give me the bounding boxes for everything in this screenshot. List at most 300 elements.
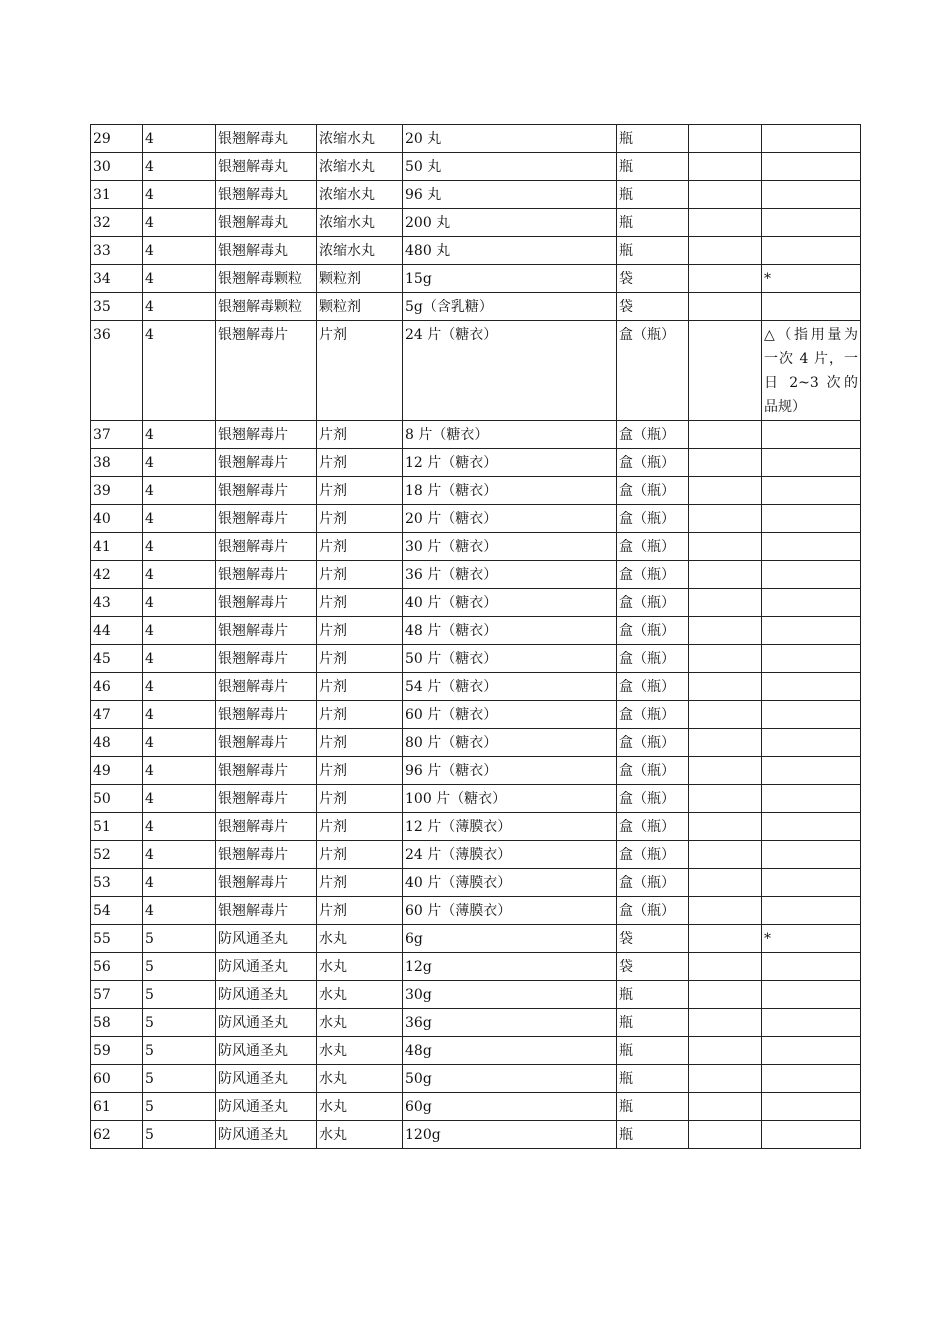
remark-cell [762, 505, 861, 533]
table-row [91, 925, 861, 953]
category-cell: 4 [143, 209, 216, 237]
row-number-cell: 34 [91, 265, 143, 293]
drug-name-cell: 防风通圣丸 [216, 953, 317, 981]
table-row [91, 1121, 861, 1149]
row-number-cell: 39 [91, 477, 143, 505]
specification-cell: 15g [403, 265, 617, 293]
drug-table [90, 124, 861, 1149]
specification-cell: 12g [403, 953, 617, 981]
row-number-cell: 52 [91, 841, 143, 869]
drug-name-cell: 银翘解毒丸 [216, 237, 317, 265]
category-cell: 4 [143, 757, 216, 785]
remark-cell [762, 533, 861, 561]
row-number-cell: 55 [91, 925, 143, 953]
remark-cell [762, 237, 861, 265]
category-cell: 5 [143, 1037, 216, 1065]
drug-name-cell: 银翘解毒片 [216, 897, 317, 925]
blank-cell [689, 617, 762, 645]
remark-cell [762, 953, 861, 981]
blank-cell [689, 265, 762, 293]
specification-cell: 36g [403, 1009, 617, 1037]
row-number-cell: 32 [91, 209, 143, 237]
specification-cell: 120g [403, 1121, 617, 1149]
dosage-form-cell: 片剂 [317, 813, 403, 841]
package-unit-cell: 瓶 [617, 209, 689, 237]
table-row [91, 533, 861, 561]
row-number-cell: 47 [91, 701, 143, 729]
row-number-cell: 37 [91, 421, 143, 449]
category-cell: 4 [143, 729, 216, 757]
remark-cell [762, 897, 861, 925]
dosage-form-cell: 浓缩水丸 [317, 125, 403, 153]
remark-cell [762, 561, 861, 589]
specification-cell: 12 片（薄膜衣） [403, 813, 617, 841]
row-number-cell: 54 [91, 897, 143, 925]
row-number-cell: 45 [91, 645, 143, 673]
package-unit-cell: 盒（瓶） [617, 505, 689, 533]
drug-name-cell: 防风通圣丸 [216, 1009, 317, 1037]
specification-cell: 60g [403, 1093, 617, 1121]
row-number-cell: 44 [91, 617, 143, 645]
package-unit-cell: 瓶 [617, 1093, 689, 1121]
row-number-cell: 43 [91, 589, 143, 617]
dosage-form-cell: 水丸 [317, 981, 403, 1009]
blank-cell [689, 953, 762, 981]
category-cell: 4 [143, 701, 216, 729]
row-number-cell: 29 [91, 125, 143, 153]
row-number-cell: 48 [91, 729, 143, 757]
table-row [91, 1037, 861, 1065]
drug-name-cell: 防风通圣丸 [216, 981, 317, 1009]
table-row [91, 125, 861, 153]
category-cell: 5 [143, 1093, 216, 1121]
drug-name-cell: 银翘解毒片 [216, 645, 317, 673]
category-cell: 4 [143, 589, 216, 617]
table-row [91, 757, 861, 785]
specification-cell: 480 丸 [403, 237, 617, 265]
row-number-cell: 56 [91, 953, 143, 981]
dosage-form-cell: 浓缩水丸 [317, 209, 403, 237]
dosage-form-cell: 片剂 [317, 421, 403, 449]
drug-name-cell: 银翘解毒片 [216, 421, 317, 449]
blank-cell [689, 813, 762, 841]
table-row [91, 617, 861, 645]
blank-cell [689, 869, 762, 897]
specification-cell: 30g [403, 981, 617, 1009]
package-unit-cell: 袋 [617, 293, 689, 321]
package-unit-cell: 盒（瓶） [617, 477, 689, 505]
drug-name-cell: 银翘解毒片 [216, 729, 317, 757]
blank-cell [689, 1037, 762, 1065]
package-unit-cell: 盒（瓶） [617, 561, 689, 589]
remark-cell: * [762, 925, 861, 953]
blank-cell [689, 897, 762, 925]
package-unit-cell: 盒（瓶） [617, 645, 689, 673]
row-number-cell: 50 [91, 785, 143, 813]
package-unit-cell: 盒（瓶） [617, 449, 689, 477]
drug-name-cell: 防风通圣丸 [216, 1121, 317, 1149]
dosage-form-cell: 片剂 [317, 869, 403, 897]
category-cell: 4 [143, 265, 216, 293]
category-cell: 4 [143, 477, 216, 505]
category-cell: 4 [143, 237, 216, 265]
table-row [91, 293, 861, 321]
drug-name-cell: 银翘解毒丸 [216, 153, 317, 181]
remark-cell [762, 1037, 861, 1065]
table-row [91, 589, 861, 617]
dosage-form-cell: 片剂 [317, 757, 403, 785]
remark-cell [762, 477, 861, 505]
remark-cell [762, 125, 861, 153]
remark-cell [762, 645, 861, 673]
category-cell: 4 [143, 153, 216, 181]
blank-cell [689, 153, 762, 181]
dosage-form-cell: 水丸 [317, 1009, 403, 1037]
row-number-cell: 61 [91, 1093, 143, 1121]
dosage-form-cell: 片剂 [317, 897, 403, 925]
dosage-form-cell: 片剂 [317, 617, 403, 645]
remark-cell [762, 701, 861, 729]
drug-name-cell: 防风通圣丸 [216, 1093, 317, 1121]
blank-cell [689, 1093, 762, 1121]
specification-cell: 18 片（糖衣） [403, 477, 617, 505]
category-cell: 5 [143, 925, 216, 953]
row-number-cell: 59 [91, 1037, 143, 1065]
remark-cell: * [762, 265, 861, 293]
drug-name-cell: 银翘解毒片 [216, 505, 317, 533]
remark-cell [762, 617, 861, 645]
specification-cell: 48 片（糖衣） [403, 617, 617, 645]
table-row [91, 237, 861, 265]
remark-cell [762, 757, 861, 785]
package-unit-cell: 盒（瓶） [617, 617, 689, 645]
dosage-form-cell: 片剂 [317, 729, 403, 757]
drug-name-cell: 银翘解毒丸 [216, 181, 317, 209]
blank-cell [689, 421, 762, 449]
table-row [91, 449, 861, 477]
category-cell: 4 [143, 785, 216, 813]
package-unit-cell: 盒（瓶） [617, 589, 689, 617]
category-cell: 4 [143, 125, 216, 153]
specification-cell: 6g [403, 925, 617, 953]
dosage-form-cell: 水丸 [317, 1065, 403, 1093]
specification-cell: 80 片（糖衣） [403, 729, 617, 757]
table-row [91, 673, 861, 701]
remark-cell [762, 1121, 861, 1149]
row-number-cell: 62 [91, 1121, 143, 1149]
drug-name-cell: 银翘解毒片 [216, 321, 317, 421]
drug-name-cell: 银翘解毒片 [216, 533, 317, 561]
package-unit-cell: 盒（瓶） [617, 673, 689, 701]
table-body [91, 125, 861, 1149]
specification-cell: 50g [403, 1065, 617, 1093]
package-unit-cell: 袋 [617, 265, 689, 293]
row-number-cell: 33 [91, 237, 143, 265]
table-row [91, 869, 861, 897]
package-unit-cell: 盒（瓶） [617, 897, 689, 925]
row-number-cell: 38 [91, 449, 143, 477]
row-number-cell: 58 [91, 1009, 143, 1037]
table-row [91, 897, 861, 925]
package-unit-cell: 盒（瓶） [617, 813, 689, 841]
category-cell: 5 [143, 1121, 216, 1149]
specification-cell: 54 片（糖衣） [403, 673, 617, 701]
blank-cell [689, 477, 762, 505]
table-row [91, 1065, 861, 1093]
table-row [91, 561, 861, 589]
drug-name-cell: 银翘解毒颗粒 [216, 293, 317, 321]
dosage-form-cell: 片剂 [317, 533, 403, 561]
specification-cell: 60 片（糖衣） [403, 701, 617, 729]
category-cell: 4 [143, 421, 216, 449]
blank-cell [689, 293, 762, 321]
drug-name-cell: 银翘解毒片 [216, 617, 317, 645]
table-row [91, 209, 861, 237]
specification-cell: 96 丸 [403, 181, 617, 209]
dosage-form-cell: 水丸 [317, 1037, 403, 1065]
package-unit-cell: 袋 [617, 953, 689, 981]
package-unit-cell: 盒（瓶） [617, 701, 689, 729]
specification-cell: 50 片（糖衣） [403, 645, 617, 673]
package-unit-cell: 瓶 [617, 181, 689, 209]
row-number-cell: 41 [91, 533, 143, 561]
blank-cell [689, 561, 762, 589]
table-row [91, 645, 861, 673]
dosage-form-cell: 片剂 [317, 561, 403, 589]
package-unit-cell: 袋 [617, 925, 689, 953]
category-cell: 4 [143, 533, 216, 561]
specification-cell: 200 丸 [403, 209, 617, 237]
row-number-cell: 46 [91, 673, 143, 701]
remark-cell [762, 153, 861, 181]
dosage-form-cell: 水丸 [317, 1121, 403, 1149]
blank-cell [689, 505, 762, 533]
package-unit-cell: 盒（瓶） [617, 729, 689, 757]
blank-cell [689, 533, 762, 561]
table-row [91, 953, 861, 981]
blank-cell [689, 925, 762, 953]
remark-cell [762, 209, 861, 237]
package-unit-cell: 瓶 [617, 1009, 689, 1037]
specification-cell: 60 片（薄膜衣） [403, 897, 617, 925]
package-unit-cell: 盒（瓶） [617, 785, 689, 813]
category-cell: 4 [143, 561, 216, 589]
remark-cell [762, 869, 861, 897]
blank-cell [689, 785, 762, 813]
dosage-form-cell: 片剂 [317, 785, 403, 813]
blank-cell [689, 981, 762, 1009]
specification-cell: 20 片（糖衣） [403, 505, 617, 533]
remark-cell: △（指用量为一次 4 片，一日 2~3 次的品规） [762, 321, 861, 421]
blank-cell [689, 589, 762, 617]
specification-cell: 30 片（糖衣） [403, 533, 617, 561]
category-cell: 4 [143, 505, 216, 533]
drug-name-cell: 银翘解毒片 [216, 785, 317, 813]
dosage-form-cell: 浓缩水丸 [317, 181, 403, 209]
table-row [91, 181, 861, 209]
specification-cell: 40 片（糖衣） [403, 589, 617, 617]
table-row [91, 477, 861, 505]
row-number-cell: 35 [91, 293, 143, 321]
package-unit-cell: 瓶 [617, 153, 689, 181]
blank-cell [689, 125, 762, 153]
dosage-form-cell: 水丸 [317, 953, 403, 981]
remark-cell [762, 1093, 861, 1121]
drug-name-cell: 银翘解毒片 [216, 701, 317, 729]
package-unit-cell: 瓶 [617, 125, 689, 153]
blank-cell [689, 1009, 762, 1037]
blank-cell [689, 449, 762, 477]
drug-name-cell: 银翘解毒丸 [216, 125, 317, 153]
row-number-cell: 60 [91, 1065, 143, 1093]
category-cell: 5 [143, 953, 216, 981]
drug-name-cell: 银翘解毒颗粒 [216, 265, 317, 293]
dosage-form-cell: 片剂 [317, 673, 403, 701]
row-number-cell: 57 [91, 981, 143, 1009]
specification-cell: 50 丸 [403, 153, 617, 181]
specification-cell: 48g [403, 1037, 617, 1065]
remark-cell [762, 1009, 861, 1037]
remark-cell [762, 421, 861, 449]
table-row [91, 321, 861, 421]
specification-cell: 24 片（糖衣） [403, 321, 617, 421]
dosage-form-cell: 浓缩水丸 [317, 237, 403, 265]
row-number-cell: 53 [91, 869, 143, 897]
package-unit-cell: 盒（瓶） [617, 869, 689, 897]
table-row [91, 265, 861, 293]
row-number-cell: 40 [91, 505, 143, 533]
drug-name-cell: 银翘解毒片 [216, 477, 317, 505]
table-row [91, 981, 861, 1009]
table-row [91, 729, 861, 757]
package-unit-cell: 盒（瓶） [617, 321, 689, 421]
category-cell: 4 [143, 617, 216, 645]
dosage-form-cell: 颗粒剂 [317, 293, 403, 321]
drug-name-cell: 银翘解毒片 [216, 869, 317, 897]
row-number-cell: 51 [91, 813, 143, 841]
category-cell: 5 [143, 1065, 216, 1093]
dosage-form-cell: 水丸 [317, 925, 403, 953]
drug-name-cell: 银翘解毒片 [216, 813, 317, 841]
table-row [91, 841, 861, 869]
specification-cell: 8 片（糖衣） [403, 421, 617, 449]
table-row [91, 813, 861, 841]
drug-name-cell: 银翘解毒片 [216, 589, 317, 617]
specification-cell: 40 片（薄膜衣） [403, 869, 617, 897]
dosage-form-cell: 片剂 [317, 701, 403, 729]
table-row [91, 1009, 861, 1037]
dosage-form-cell: 片剂 [317, 477, 403, 505]
package-unit-cell: 瓶 [617, 1037, 689, 1065]
blank-cell [689, 209, 762, 237]
remark-cell [762, 1065, 861, 1093]
table-row [91, 505, 861, 533]
drug-name-cell: 防风通圣丸 [216, 925, 317, 953]
remark-cell [762, 813, 861, 841]
table-row [91, 421, 861, 449]
specification-cell: 100 片（糖衣） [403, 785, 617, 813]
row-number-cell: 36 [91, 321, 143, 421]
category-cell: 5 [143, 1009, 216, 1037]
dosage-form-cell: 颗粒剂 [317, 265, 403, 293]
dosage-form-cell: 浓缩水丸 [317, 153, 403, 181]
blank-cell [689, 757, 762, 785]
remark-cell [762, 729, 861, 757]
table-row [91, 1093, 861, 1121]
drug-name-cell: 银翘解毒片 [216, 449, 317, 477]
category-cell: 4 [143, 813, 216, 841]
blank-cell [689, 729, 762, 757]
package-unit-cell: 盒（瓶） [617, 533, 689, 561]
row-number-cell: 42 [91, 561, 143, 589]
package-unit-cell: 瓶 [617, 237, 689, 265]
package-unit-cell: 盒（瓶） [617, 757, 689, 785]
specification-cell: 24 片（薄膜衣） [403, 841, 617, 869]
category-cell: 4 [143, 673, 216, 701]
drug-name-cell: 银翘解毒丸 [216, 209, 317, 237]
row-number-cell: 49 [91, 757, 143, 785]
dosage-form-cell: 片剂 [317, 449, 403, 477]
specification-cell: 20 丸 [403, 125, 617, 153]
category-cell: 4 [143, 897, 216, 925]
row-number-cell: 31 [91, 181, 143, 209]
blank-cell [689, 181, 762, 209]
table-row [91, 785, 861, 813]
category-cell: 4 [143, 869, 216, 897]
remark-cell [762, 293, 861, 321]
package-unit-cell: 盒（瓶） [617, 421, 689, 449]
category-cell: 4 [143, 321, 216, 421]
category-cell: 4 [143, 841, 216, 869]
specification-cell: 5g（含乳糖） [403, 293, 617, 321]
row-number-cell: 30 [91, 153, 143, 181]
category-cell: 4 [143, 449, 216, 477]
remark-cell [762, 981, 861, 1009]
blank-cell [689, 701, 762, 729]
table-row [91, 701, 861, 729]
remark-cell [762, 181, 861, 209]
blank-cell [689, 1121, 762, 1149]
category-cell: 5 [143, 981, 216, 1009]
category-cell: 4 [143, 181, 216, 209]
blank-cell [689, 673, 762, 701]
blank-cell [689, 237, 762, 265]
blank-cell [689, 645, 762, 673]
package-unit-cell: 瓶 [617, 1065, 689, 1093]
table-row [91, 153, 861, 181]
dosage-form-cell: 片剂 [317, 505, 403, 533]
drug-name-cell: 银翘解毒片 [216, 841, 317, 869]
remark-cell [762, 449, 861, 477]
dosage-form-cell: 片剂 [317, 589, 403, 617]
dosage-form-cell: 水丸 [317, 1093, 403, 1121]
dosage-form-cell: 片剂 [317, 321, 403, 421]
dosage-form-cell: 片剂 [317, 645, 403, 673]
remark-cell [762, 589, 861, 617]
drug-name-cell: 银翘解毒片 [216, 757, 317, 785]
blank-cell [689, 321, 762, 421]
remark-cell [762, 785, 861, 813]
package-unit-cell: 瓶 [617, 981, 689, 1009]
category-cell: 4 [143, 645, 216, 673]
specification-cell: 96 片（糖衣） [403, 757, 617, 785]
package-unit-cell: 瓶 [617, 1121, 689, 1149]
blank-cell [689, 1065, 762, 1093]
blank-cell [689, 841, 762, 869]
category-cell: 4 [143, 293, 216, 321]
specification-cell: 36 片（糖衣） [403, 561, 617, 589]
package-unit-cell: 盒（瓶） [617, 841, 689, 869]
